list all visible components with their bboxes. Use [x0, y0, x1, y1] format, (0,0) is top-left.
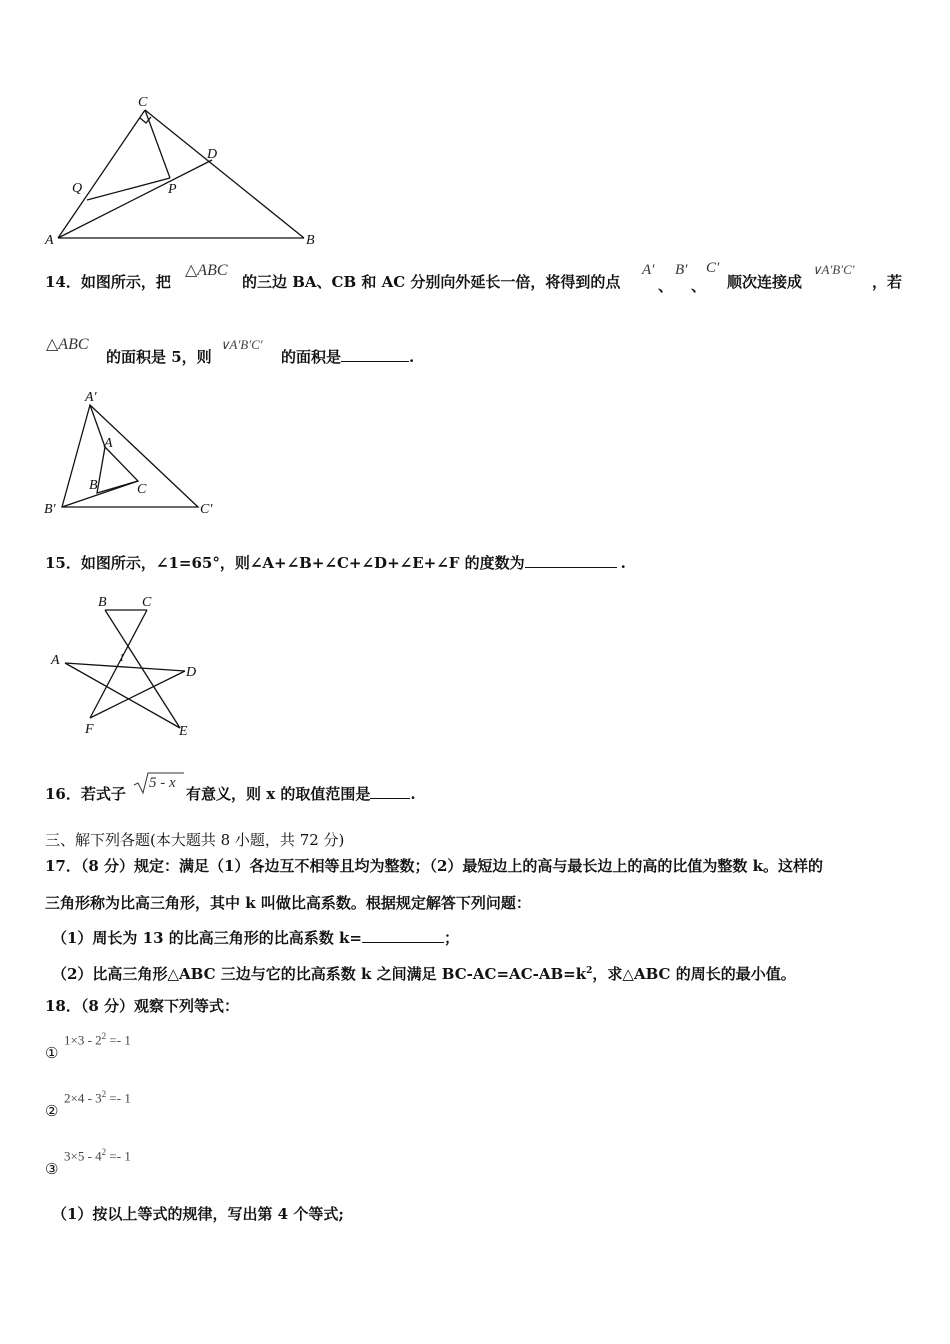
- q17-sub2-b: ，求△ABC 的周长的最小值。: [592, 965, 796, 983]
- q16-answer-blank[interactable]: [370, 784, 410, 799]
- q16-text2: 有意义，则 x 的取值范围是: [186, 785, 371, 803]
- fig13-label-a: A: [45, 233, 54, 248]
- fig15-label-b: B: [98, 595, 107, 610]
- q15-line: [45, 553, 626, 573]
- q18-eq2-sq: 2: [101, 1089, 107, 1099]
- fig15-label-angle-1: 1: [119, 652, 125, 664]
- fig15-label-e: E: [179, 724, 188, 739]
- q15-text: 如图所示，∠1=65°，则∠A+∠B+∠C+∠D+∠E+∠F 的度数为: [80, 554, 525, 572]
- q14-text1: 如图所示，把: [80, 273, 171, 291]
- q18-eq3-rhs: =- 1: [106, 1148, 131, 1164]
- q14-text2: 的三边 BA、CB 和 AC 分别向外延长一倍，将得到的点: [242, 273, 621, 291]
- fig13-label-p: P: [168, 182, 177, 197]
- q14-line2-tri-abc: △ABC: [46, 336, 89, 353]
- q18-eq1-sq: 2: [101, 1031, 107, 1041]
- q14-answer-blank[interactable]: [341, 347, 409, 362]
- q18-eq2: [64, 1089, 131, 1106]
- fig15-label-d: D: [186, 665, 197, 680]
- q18-eq3: [64, 1147, 131, 1164]
- q18-eq3-sq: 2: [101, 1147, 107, 1157]
- q17-sub2: [52, 961, 796, 984]
- q17-line2: 三角形称为比高三角形，其中 k 叫做比高系数。根据规定解答下列问题：: [45, 894, 531, 912]
- q18-number: 18．: [45, 997, 81, 1015]
- fig14-label-c: C: [137, 482, 147, 497]
- q14-point-c: C′: [706, 260, 720, 276]
- q14-line2-text2: [281, 347, 414, 367]
- q14-point-a: A′: [642, 262, 655, 278]
- q18-eq1-lhs: 1×3 - 2: [64, 1032, 102, 1048]
- fig15-label-c: C: [142, 595, 152, 610]
- q16-radicand: 5 - x: [149, 775, 176, 791]
- q14-line2-text2-label: 的面积是: [281, 348, 342, 366]
- fig13-label-d: D: [207, 147, 218, 162]
- q17-sub2-a: （2）比高三角形△ABC 三边与它的比高系数 k 之间满足 BC-AC=AC-AB=k: [52, 965, 587, 983]
- q14-line2-text1: 的面积是 5，则: [106, 348, 212, 366]
- fig14-label-b: B: [89, 478, 98, 493]
- q18-sub1: （1）按以上等式的规律，写出第 4 个等式;: [52, 1205, 344, 1223]
- q14-sep2: 、: [691, 277, 707, 295]
- q14-tri-prime: ∨A′B′C′: [812, 262, 855, 277]
- q18-eq1-rhs: =- 1: [106, 1032, 131, 1048]
- q14-sep1: 、: [658, 277, 674, 295]
- fig13-label-c: C: [138, 95, 148, 110]
- q15-answer-blank[interactable]: [525, 553, 617, 568]
- fig14-label-a: A: [104, 436, 113, 451]
- q18-intro-text: （8 分）观察下列等式：: [80, 997, 240, 1015]
- fig15-label-a: A: [51, 653, 60, 668]
- fig14-label-a-prime: A′: [85, 390, 97, 405]
- q16-text1: 若式子: [80, 785, 126, 803]
- fig15-label-f: F: [85, 722, 94, 737]
- q18-eq3-lhs: 3×5 - 4: [64, 1148, 102, 1164]
- q15-end: .: [620, 554, 626, 572]
- q17-sub2-sup: 2: [586, 966, 593, 976]
- q17-line1: [45, 856, 823, 876]
- figure-q14: [40, 385, 225, 520]
- q18-eq2-rhs: =- 1: [106, 1090, 131, 1106]
- q18-eq3-mark: ③: [45, 1160, 59, 1178]
- q16-end: .: [410, 785, 416, 803]
- q17-line1-text: （8 分）规定：满足（1）各边互不相等且均为整数；（2）最短边上的高与最长边上的高的比值为整数 k。这样的: [80, 857, 824, 875]
- q18-eq1: [64, 1031, 131, 1048]
- fig13-label-b: B: [306, 233, 315, 248]
- q16-number: 16．: [45, 785, 81, 803]
- figure-q15: [45, 590, 215, 740]
- section-3-heading: 三、解下列各题(本大题共 8 小题，共 72 分): [45, 831, 345, 849]
- fig14-label-c-prime: C′: [200, 502, 213, 517]
- q14-tri-abc: △ABC: [185, 262, 228, 279]
- q17-sub1-text: （1）周长为 13 的比高三角形的比高系数 k=: [52, 929, 362, 947]
- q18-intro: [45, 996, 239, 1016]
- q17-number: 17．: [45, 857, 81, 875]
- q16-line-start: [45, 784, 126, 804]
- q14-text4: ，若: [872, 273, 903, 291]
- fig13-label-q: Q: [72, 181, 83, 196]
- q14-line2-tri-prime: ∨A′B′C′: [220, 337, 263, 352]
- q14-number: 14．: [45, 273, 81, 291]
- q17-sub1: [52, 928, 459, 948]
- q14-end: .: [409, 348, 415, 366]
- q18-eq2-lhs: 2×4 - 3: [64, 1090, 102, 1106]
- q18-eq1-mark: ①: [45, 1044, 59, 1062]
- q17-sub1-end: ；: [443, 929, 459, 947]
- fig14-label-b-prime: B′: [44, 502, 56, 517]
- q14-line1: [45, 272, 171, 292]
- q14-text3: 顺次连接成: [727, 273, 803, 291]
- q15-number: 15．: [45, 554, 81, 572]
- figure-q13: [40, 90, 330, 250]
- q16-line-end: [186, 784, 416, 804]
- q17-answer-blank[interactable]: [362, 928, 444, 943]
- q18-eq2-mark: ②: [45, 1102, 59, 1120]
- q14-point-b: B′: [675, 262, 688, 278]
